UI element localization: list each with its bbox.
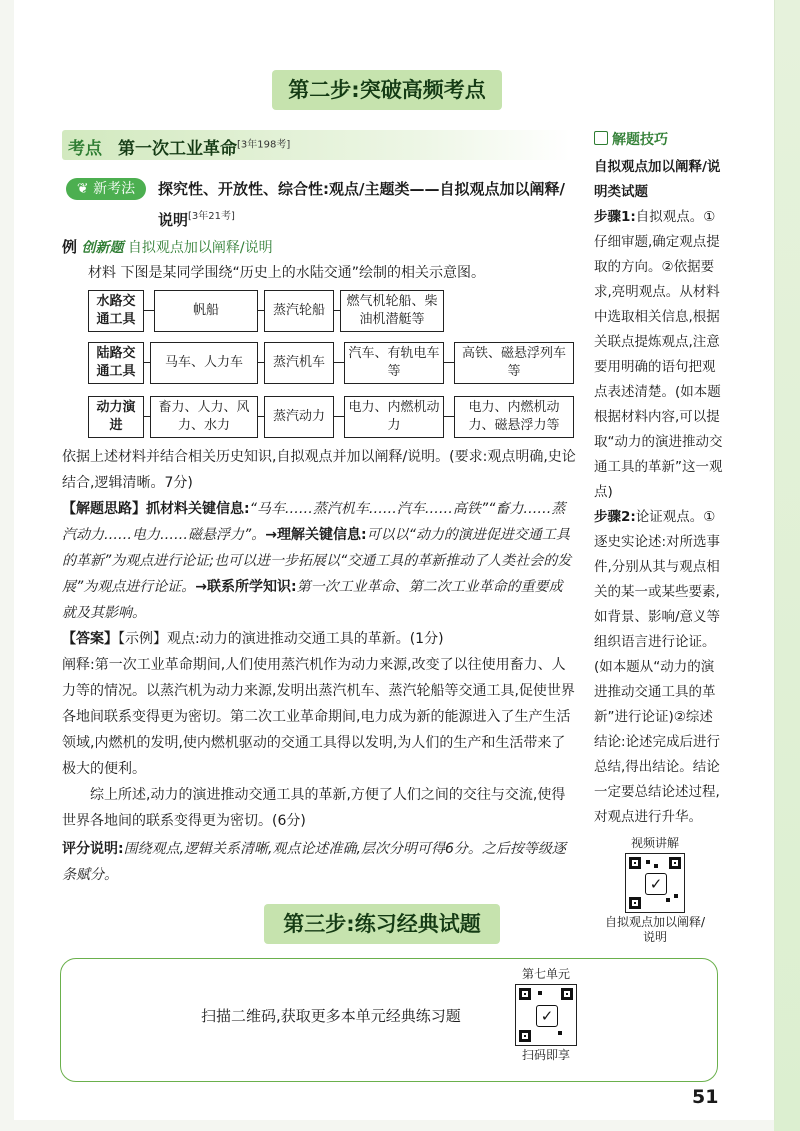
tips-step2-text: 论证观点。①逐史实论述:对所选事件,分别从其与观点相关的某一或某些要素,如背景、影响/意义等组织语言进行论证。(如本题从“动力的演进推动交通工具的革新”进行论证)②综述结论:论述完成后进行总结,得出结论。结论一定要总结论述过程,对观点进行升华。	[594, 509, 721, 825]
row-head-land: 陆路交通工具	[88, 342, 144, 384]
qr-module	[538, 991, 542, 995]
kaodian-title	[118, 134, 290, 159]
tips-step1	[594, 205, 726, 505]
requirement-text: 依据上述材料并结合相关历史知识,自拟观点并加以阐释/说明。(要求:观点明确,史论结合,逻辑清晰。7分)	[62, 449, 576, 491]
diagram-row-water	[88, 290, 576, 334]
kaodian-tag: 考点	[68, 139, 102, 159]
qr-finder	[561, 988, 573, 1000]
answer-section	[62, 626, 576, 834]
qr-module	[666, 898, 670, 902]
answer-paragraph-1: 阐释:第一次工业革命期间,人们使用蒸汽机作为动力来源,改变了以往使用畜力、人力等的情况。以蒸汽机为动力来源,发明出蒸汽机车、蒸汽轮船等交通工具,促使世界各地间联系变得更为密切。第二次工业革命期间,电力成为新的能源进入了生产生活领域,内燃机的发明,使内燃机驱动的交通工具得以发明,为人们的生产和生活带来了极大的便利。	[62, 657, 575, 777]
tips-heading-text: 解题技巧	[612, 132, 668, 148]
practice-box	[60, 958, 718, 1082]
practice-qr-block	[501, 967, 591, 1063]
diagram-row-land	[88, 342, 576, 386]
tips-step2	[594, 505, 726, 830]
leaf-icon: ❦	[76, 181, 94, 197]
qr-finder	[519, 988, 531, 1000]
thinking-section	[62, 496, 576, 626]
connector	[444, 362, 454, 363]
video-qr-block	[600, 836, 710, 945]
tips-step1-label: 步骤1:	[594, 209, 636, 225]
kaodian-frequency: [3年198考]	[237, 139, 291, 151]
answer-label: 【答案】	[62, 631, 118, 647]
qr-module	[558, 1031, 562, 1035]
step3-banner: 第三步:练习经典试题	[264, 904, 500, 944]
practice-qr-code[interactable]	[515, 984, 577, 1046]
cell-steamship: 蒸汽轮船	[264, 290, 334, 332]
connector	[144, 310, 154, 311]
tips-heading	[594, 128, 726, 153]
check-icon: ✓	[645, 873, 667, 895]
thinking-step3: 第一次工业革命、第二次工业革命的重要成就及其影响。	[62, 579, 563, 621]
cell-electric-power: 电力、内燃机动力	[344, 396, 444, 438]
cell-sail-boat: 帆船	[154, 290, 258, 332]
new-method-label: 新考法	[93, 181, 136, 197]
new-method-frequency: [3年21考]	[188, 211, 235, 222]
check-icon: ✓	[536, 1005, 558, 1027]
cell-maglev-power: 电力、内燃机动力、磁悬浮力等	[454, 396, 574, 438]
cell-animal-power: 畜力、人力、风力、水力	[150, 396, 258, 438]
practice-text: 扫描二维码,获取更多本单元经典练习题	[201, 1007, 461, 1025]
example-title: 自拟观点加以阐释/说明	[127, 240, 273, 256]
new-method-title	[158, 176, 568, 234]
kaodian-title-text: 第一次工业革命	[118, 139, 237, 159]
answer-sample: 【示例】观点:动力的演进推动交通工具的革新。(1分)	[118, 631, 444, 647]
qr-module	[654, 864, 658, 868]
scoring-label: 评分说明:	[62, 841, 124, 857]
scan-label: 扫码即享	[521, 1048, 570, 1062]
qr-finder	[629, 857, 641, 869]
thinking-step3-label: →联系所学知识:	[195, 579, 297, 595]
qr-finder	[519, 1030, 531, 1042]
row-head-power: 动力演进	[88, 396, 144, 438]
connector	[444, 416, 454, 417]
connector	[334, 362, 344, 363]
qr-finder	[629, 897, 641, 909]
book-icon	[594, 131, 608, 145]
cell-diesel-ship: 燃气机轮船、柴油机潜艇等	[340, 290, 444, 332]
thinking-step2: 可以以“动力的演进促进交通工具的革新”为观点进行论证;也可以进一步拓展以“交通工具的革新推动了人类社会的发展”为观点进行论证。	[62, 527, 572, 595]
cell-carriage: 马车、人力车	[150, 342, 258, 384]
example-label: 例	[62, 238, 78, 256]
unit-label: 第七单元	[521, 967, 570, 981]
qr-module	[646, 860, 650, 864]
new-method-badge	[66, 178, 146, 200]
tips-step1-text: 自拟观点。①仔细审题,确定观点提取的方向。②依据要求,亮明观点。从材料中选取相关信息,根据关联点提炼观点,注意要用明确的语句把观点表述清楚。(如本题根据材料内容,可以提取“动力的演进推动交通工具的革新”这一观点)	[594, 209, 723, 500]
material-text: 材料 下图是某同学围绕“历史上的水陆交通”绘制的相关示意图。	[88, 265, 485, 281]
tips-sidebar	[594, 128, 726, 830]
example-header	[62, 236, 273, 257]
scoring-section	[62, 836, 576, 888]
scoring-text: 围绕观点,逻辑关系清晰,观点论述准确,层次分明可得6分。之后按等级逐条赋分。	[62, 841, 566, 883]
thinking-step1-label: 抓材料关键信息:	[146, 501, 250, 517]
new-method-title-text: 探究性、开放性、综合性:观点/主题类——自拟观点加以阐释/说明	[158, 180, 565, 229]
row-head-water: 水路交通工具	[88, 290, 144, 332]
cell-high-speed-rail: 高铁、磁悬浮列车等	[454, 342, 574, 384]
tips-step2-label: 步骤2:	[594, 509, 636, 525]
cell-steam-power: 蒸汽动力	[264, 396, 334, 438]
diagram-row-power	[88, 396, 576, 440]
innovation-tag: 创新题	[81, 240, 124, 256]
video-label: 视频讲解	[630, 836, 679, 850]
qr-module	[674, 894, 678, 898]
qr-finder	[669, 857, 681, 869]
tips-subtitle: 自拟观点加以阐释/说明类试题	[594, 159, 721, 200]
answer-paragraph-2: 综上所述,动力的演进推动交通工具的革新,方便了人们之间的交往与交流,使得世界各地间的联系变得更为密切。(6分)	[62, 787, 566, 829]
page-edge-strip	[774, 0, 800, 1131]
thinking-step2-label: →理解关键信息:	[265, 527, 367, 543]
thinking-label: 【解题思路】	[62, 501, 146, 517]
step2-banner: 第二步:突破高频考点	[272, 70, 502, 110]
video-qr-code[interactable]	[625, 853, 685, 913]
cell-car-tram: 汽车、有轨电车等	[344, 342, 444, 384]
page-number: 51	[692, 1086, 719, 1108]
video-qr-caption: 自拟观点加以阐释/说明	[604, 915, 706, 944]
thinking-step1: “马车……蒸汽机车……汽车……高铁”“畜力……蒸汽动力……电力……磁悬浮力”。	[62, 501, 566, 543]
cell-steam-locomotive: 蒸汽机车	[264, 342, 334, 384]
connector	[334, 416, 344, 417]
